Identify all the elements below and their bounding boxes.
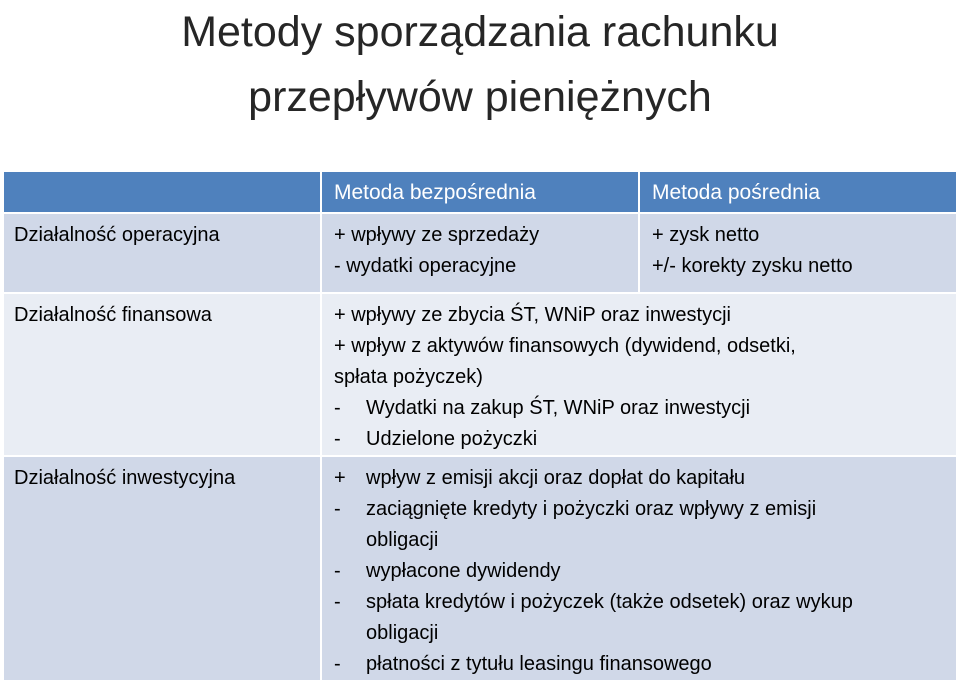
list-item [334,649,956,680]
cell-investing [322,455,956,680]
plus-marker: + [334,467,346,489]
dash-marker: - [334,653,341,675]
list-item [334,494,956,525]
cell-operational-direct [322,212,640,292]
list-item [334,525,956,556]
list-item-text: obligacji [366,529,439,551]
list-item [334,587,956,618]
list-item [334,393,956,424]
list-item: - wydatki operacyjne [334,255,517,277]
list-item: + wpływy ze sprzedaży [334,224,540,246]
list-item-text: zaciągnięte kredyty i pożyczki oraz wpływy z emisji [366,498,817,520]
header-indirect-method: Metoda pośrednia [640,172,956,212]
table-row-investing [4,455,956,680]
header-cell-empty [4,172,322,212]
list-item: + wpływ z aktywów finansowych (dywidend, odsetki, [334,335,796,357]
list-item [334,424,956,455]
cell-financial [322,292,956,455]
list-item-text: wpływ z emisji akcji oraz dopłat do kapitału [366,467,746,489]
header-direct-method: Metoda bezpośrednia [322,172,640,212]
table-row-financial [4,292,956,455]
list-item: +/- korekty zysku netto [652,255,853,277]
list-item-text: wypłacone dywidendy [366,560,561,582]
dash-marker: - [334,428,341,450]
list-item: spłata pożyczek) [334,366,483,388]
dash-marker: - [334,560,341,582]
dash-marker: - [334,591,341,613]
list-item [334,618,956,649]
table-row-operational [4,212,956,292]
dash-marker: - [334,397,341,419]
list-item-text: obligacji [366,622,439,644]
title-line-2: przepływów pieniężnych [248,73,712,121]
list-item: + zysk netto [652,224,760,246]
list-item-text: płatności z tytułu leasingu finansowego [366,653,712,675]
list-item [334,463,956,494]
list-item: + wpływy ze zbycia ŚT, WNiP oraz inwestycji [334,304,731,326]
cell-operational-indirect [640,212,956,292]
row-label-investing: Działalność inwestycyjna [4,455,322,680]
page-title [0,0,960,130]
list-item-text: Udzielone pożyczki [366,428,538,450]
dash-marker: - [334,498,341,520]
list-item [334,556,956,587]
cash-flow-methods-table [4,172,956,680]
list-item-text: Wydatki na zakup ŚT, WNiP oraz inwestycji [366,397,751,419]
table-header-row [4,172,956,212]
list-item-text: spłata kredytów i pożyczek (także odsetek) oraz wykup [366,591,853,613]
row-label-operational: Działalność operacyjna [4,212,322,292]
row-label-financial: Działalność finansowa [4,292,322,455]
title-line-1: Metody sporządzania rachunku [181,8,779,56]
